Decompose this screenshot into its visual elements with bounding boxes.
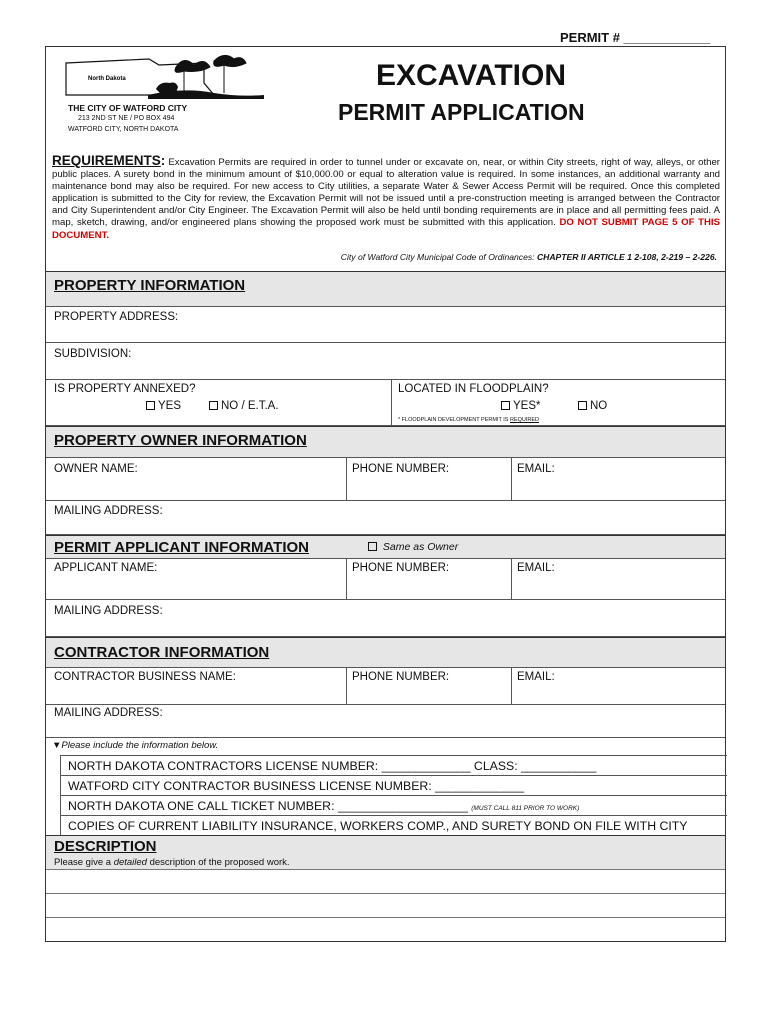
nd-license-row[interactable] xyxy=(60,755,727,775)
description-prompt-a: Please give a xyxy=(54,857,114,868)
row-divider xyxy=(511,458,512,501)
property-address-label: PROPERTY ADDRESS: xyxy=(54,311,179,323)
description-prompt-italic: detailed xyxy=(113,857,147,868)
same-as-owner-text: Same as Owner xyxy=(382,541,459,553)
include-note-row xyxy=(46,737,725,753)
row-divider xyxy=(346,668,347,705)
applicant-mailing-row[interactable] xyxy=(46,600,725,637)
floodplain-no-checkbox[interactable] xyxy=(578,401,587,410)
one-call-note: (MUST CALL 811 PRIOR TO WORK) xyxy=(471,805,580,812)
permit-number: PERMIT # ____________ xyxy=(560,30,711,45)
owner-section-header xyxy=(46,426,725,458)
description-prompt-b: description of the proposed work. xyxy=(146,857,290,868)
property-section-header xyxy=(46,271,725,307)
contractor-name-label: CONTRACTOR BUSINESS NAME: xyxy=(54,671,236,683)
contractor-phone-label: PHONE NUMBER: xyxy=(352,671,450,683)
contractor-section-header xyxy=(46,637,725,668)
property-section-title: PROPERTY INFORMATION xyxy=(54,277,246,294)
form-title: EXCAVATION xyxy=(376,59,567,92)
nd-license-text: NORTH DAKOTA CONTRACTORS LICENSE NUMBER: _____________ CLASS: ___________ xyxy=(68,759,597,773)
floodplain-required: REQUIRED xyxy=(509,417,539,423)
applicant-phone-label: PHONE NUMBER: xyxy=(352,562,450,574)
floodplain-note-text: * FLOODPLAIN DEVELOPMENT PERMIT IS xyxy=(398,417,510,423)
description-line-1[interactable] xyxy=(46,869,725,870)
row-divider xyxy=(346,559,347,600)
floodplain-note xyxy=(398,417,539,423)
description-line-2[interactable] xyxy=(46,893,725,894)
requirements-heading: REQUIREMENTS xyxy=(52,153,161,168)
insurance-row[interactable] xyxy=(60,815,727,835)
row-divider xyxy=(346,458,347,501)
citation-prefix: City of Watford City Municipal Code of Ordinances: xyxy=(340,252,537,262)
one-call-label: NORTH DAKOTA ONE CALL TICKET NUMBER: ___________________ xyxy=(68,799,468,813)
one-call-text xyxy=(68,799,579,813)
owner-mailing-label: MAILING ADDRESS: xyxy=(54,505,163,517)
requirements-paragraph xyxy=(52,155,720,242)
citation-chapter: CHAPTER II ARTICLE 1 2-108, 2-219 – 2-226. xyxy=(536,252,717,262)
city-address-line1: 213 2ND ST NE / PO BOX 494 xyxy=(78,115,175,122)
description-section-header xyxy=(46,835,725,869)
property-address-row[interactable] xyxy=(46,307,725,343)
owner-mailing-row[interactable] xyxy=(46,501,725,535)
owner-section-title: PROPERTY OWNER INFORMATION xyxy=(54,432,307,449)
row-divider xyxy=(391,380,392,426)
floodplain-yes-option[interactable] xyxy=(501,400,541,412)
wc-license-row[interactable] xyxy=(60,775,727,795)
form-header xyxy=(46,47,725,152)
floodplain-yes-checkbox[interactable] xyxy=(501,401,510,410)
contractor-section-title: CONTRACTOR INFORMATION xyxy=(54,644,270,661)
annexed-no-text: NO / E.T.A. xyxy=(221,400,279,412)
contractor-mailing-row[interactable] xyxy=(46,705,725,737)
contractor-name-row xyxy=(46,668,725,705)
owner-phone-label: PHONE NUMBER: xyxy=(352,463,450,475)
floodplain-no-text: NO xyxy=(590,400,608,412)
applicant-name-row xyxy=(46,559,725,600)
applicant-section-title: PERMIT APPLICANT INFORMATION xyxy=(54,539,309,556)
ordinance-citation xyxy=(341,252,717,262)
same-as-owner-checkbox[interactable] xyxy=(368,542,377,551)
requirements-warning: DO NOT SUBMIT PAGE 5 OF THIS DOCUMENT. xyxy=(52,217,720,241)
annexed-yes-checkbox[interactable] xyxy=(146,401,155,410)
list-left-border xyxy=(60,755,61,835)
annexed-no-checkbox[interactable] xyxy=(209,401,218,410)
row-divider xyxy=(511,668,512,705)
logo-state-text: North Dakota xyxy=(88,76,126,82)
contractor-mailing-label: MAILING ADDRESS: xyxy=(54,707,163,719)
annexed-floodplain-row xyxy=(46,380,725,426)
one-call-row[interactable] xyxy=(60,795,727,815)
annexed-yes-text: YES xyxy=(158,400,182,412)
city-address-line2: WATFORD CITY, NORTH DAKOTA xyxy=(68,126,179,133)
tree-icon-2 xyxy=(214,55,246,93)
subdivision-label: SUBDIVISION: xyxy=(54,348,132,360)
requirements-colon: : xyxy=(160,153,166,168)
wc-license-text: WATFORD CITY CONTRACTOR BUSINESS LICENSE NUMBER: _____________ xyxy=(68,779,525,793)
owner-email-label: EMAIL: xyxy=(517,463,555,475)
contractor-email-label: EMAIL: xyxy=(517,671,555,683)
description-prompt xyxy=(54,857,290,868)
applicant-name-label: APPLICANT NAME: xyxy=(54,562,158,574)
row-divider xyxy=(511,559,512,600)
applicant-section-header xyxy=(46,535,725,559)
city-name: THE CITY OF WATFORD CITY xyxy=(68,103,188,113)
same-as-owner-option[interactable] xyxy=(368,541,458,553)
annexed-no-option[interactable] xyxy=(209,400,279,412)
description-line-3[interactable] xyxy=(46,917,725,918)
owner-name-label: OWNER NAME: xyxy=(54,463,138,475)
application-form xyxy=(45,46,726,942)
applicant-email-label: EMAIL: xyxy=(517,562,555,574)
floodplain-label: LOCATED IN FLOODPLAIN? xyxy=(398,383,549,395)
requirements-body: Excavation Permits are required in order to tunnel under or excavate on, near, or within City streets, right of way, alleys, or other public places. A surety bond in the minimum amount of $10,000.00 or equal to alteration value is required. In some instances, an additional warranty and maintenance bond may also be required. For new access to City utilities, a separate Water & Sewer Access Permit will be required. Once this completed application is submitted to the City for review, the Excavation Permit will not be issued until a pre-construction meeting is arranged between the Contractor and City Superintendent and/or City Engineer. The Excavation Permit will also be held until bonding requirements are in place and all permitting fees paid. A map, sketch, drawing, and/or engineered plans showing the proposed work must be submitted with this application. xyxy=(52,157,720,229)
floodplain-yes-text: YES* xyxy=(513,400,541,412)
include-note: ▼Please include the information below. xyxy=(52,740,219,751)
subdivision-row[interactable] xyxy=(46,343,725,380)
annexed-label: IS PROPERTY ANNEXED? xyxy=(54,383,196,395)
applicant-mailing-label: MAILING ADDRESS: xyxy=(54,605,163,617)
owner-name-row xyxy=(46,458,725,501)
insurance-text: COPIES OF CURRENT LIABILITY INSURANCE, WORKERS COMP., AND SURETY BOND ON FILE WITH CITY xyxy=(68,819,688,833)
floodplain-no-option[interactable] xyxy=(578,400,607,412)
form-subtitle: PERMIT APPLICATION xyxy=(338,99,585,125)
annexed-yes-option[interactable] xyxy=(146,400,181,412)
description-section-title: DESCRIPTION xyxy=(54,838,157,855)
